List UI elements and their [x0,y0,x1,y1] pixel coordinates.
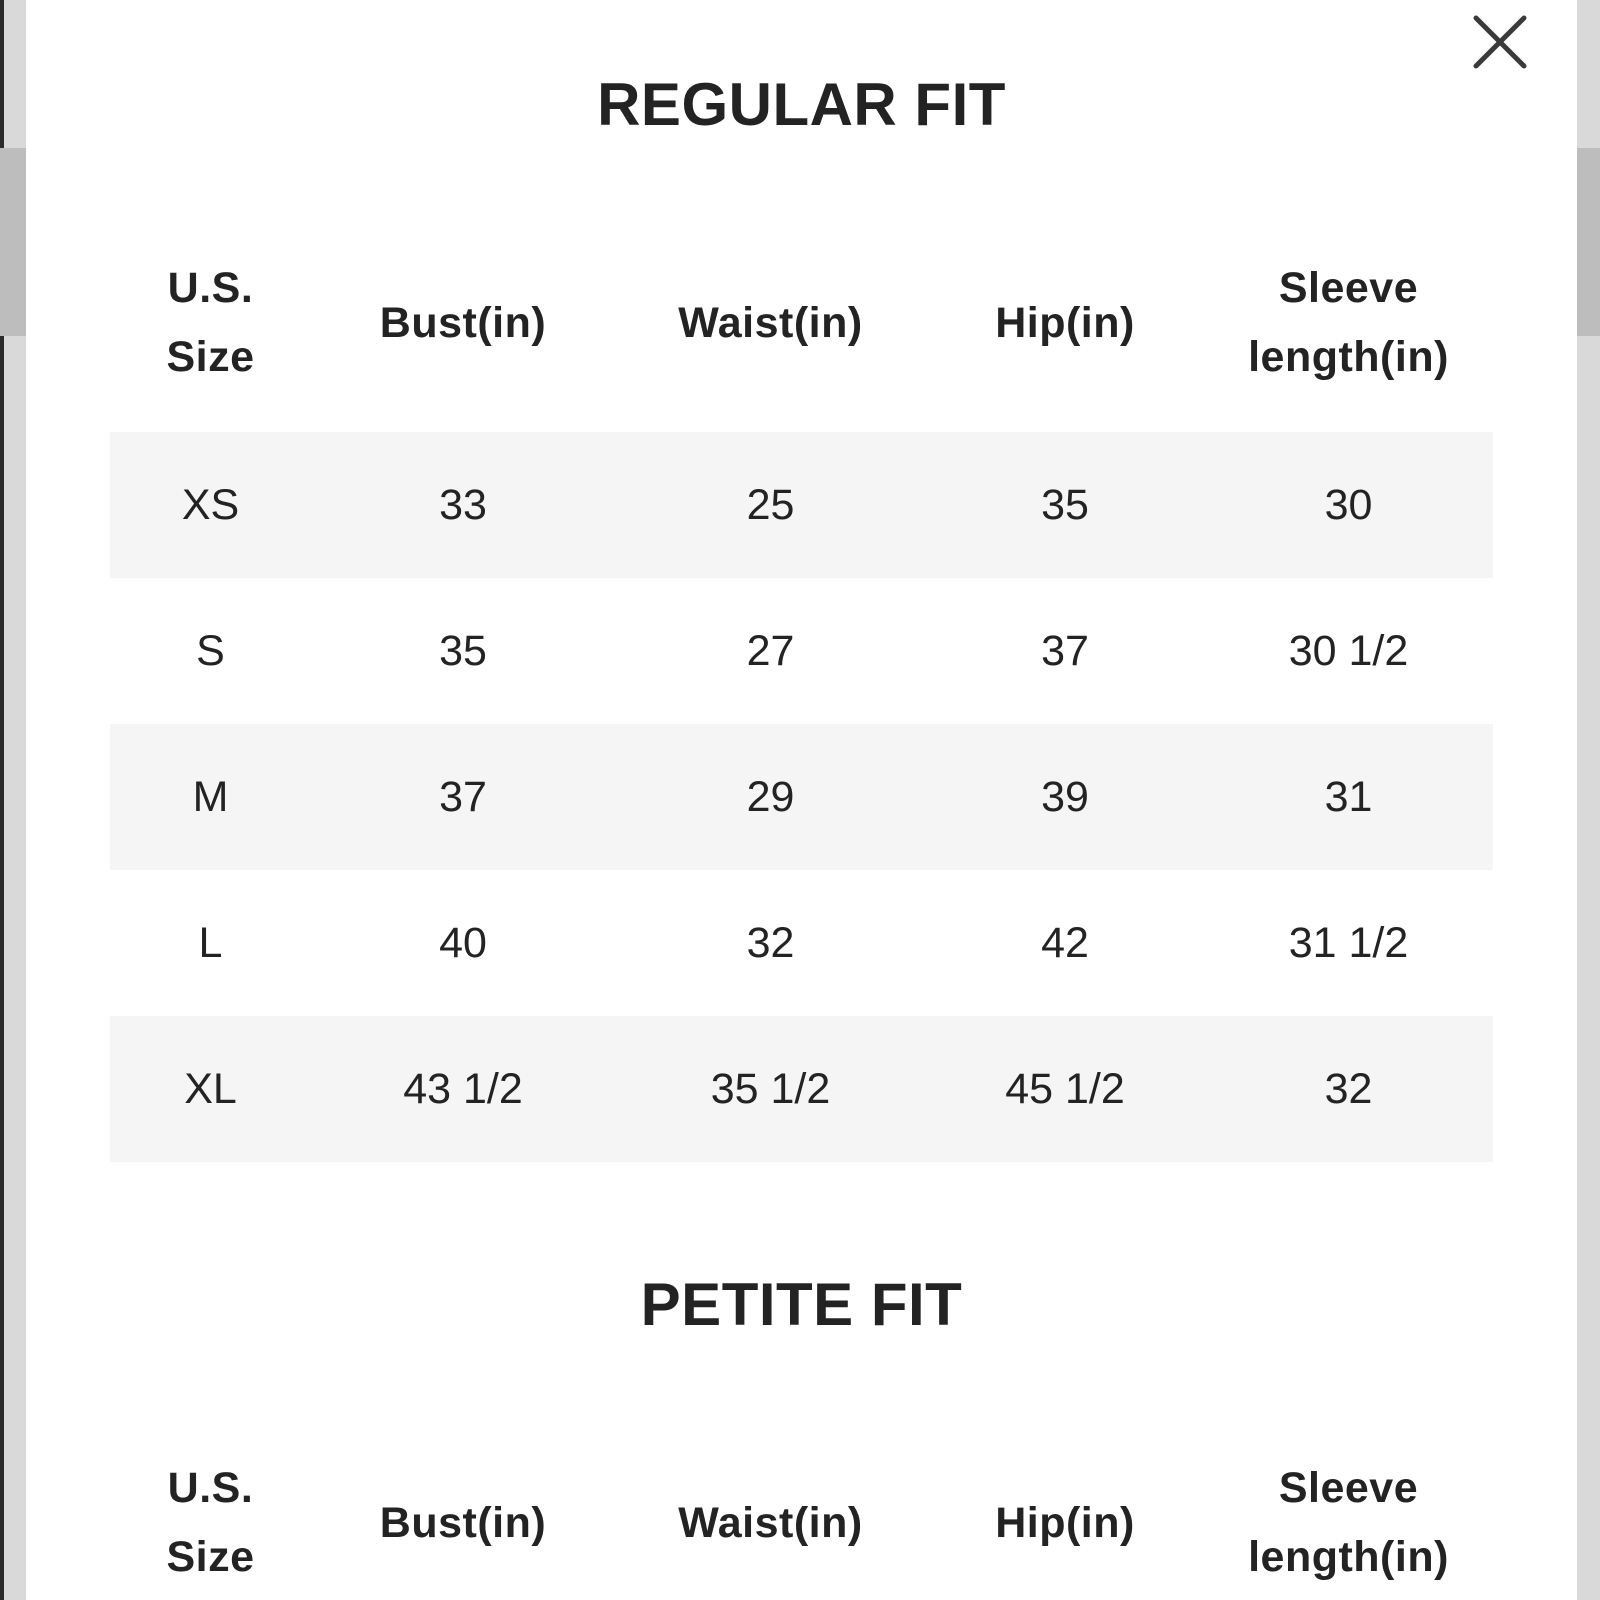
petite-fit-title: PETITE FIT [640,1271,963,1338]
cell-sleeve-length: 30 [1324,480,1373,529]
header-bust: Bust(in) [379,1498,547,1547]
header-size: U.S. Size [166,264,255,381]
cell-waist: 35 1/2 [710,1064,831,1113]
cell-sleeve-length: 31 [1324,772,1373,821]
cell-hip: 39 [1041,772,1089,821]
cell-hip: 37 [1041,626,1089,675]
petite-fit-table [110,1438,1493,1600]
cell-bust: 40 [439,918,487,967]
cell-waist: 32 [746,918,795,967]
cell-bust: 35 [439,626,487,675]
cell-waist: 29 [746,772,795,821]
cell-waist: 27 [746,626,795,675]
cell-bust: 33 [439,480,487,529]
cell-hip: 42 [1041,918,1089,967]
table-row [110,432,1493,578]
petite-fit-header-row [110,1438,1493,1600]
regular-fit-title: REGULAR FIT [597,71,1006,138]
close-button[interactable] [1468,10,1532,74]
cell-size: L [198,918,223,967]
header-waist: Waist(in) [678,1498,863,1547]
regular-fit-table [110,238,1493,1162]
header-sleeve-length: Sleeve length(in) [1248,1464,1449,1581]
size-chart-modal [26,0,1577,1600]
regular-fit-header-row [110,238,1493,408]
header-waist: Waist(in) [678,298,863,347]
table-row [110,724,1493,870]
header-bust: Bust(in) [379,298,547,347]
header-hip: Hip(in) [995,1498,1135,1547]
cell-size: M [192,772,229,821]
table-row [110,1016,1493,1162]
cell-waist: 25 [746,480,795,529]
cell-size: XS [181,480,240,529]
cell-hip: 35 [1041,480,1089,529]
close-x-icon [1468,10,1532,74]
cell-size: XL [184,1064,237,1113]
cell-bust: 37 [439,772,487,821]
table-row [110,870,1493,1016]
header-size: U.S. Size [166,1464,255,1581]
cell-sleeve-length: 32 [1324,1064,1373,1113]
cell-sleeve-length: 31 1/2 [1288,918,1409,967]
cell-bust: 43 1/2 [403,1064,523,1113]
cell-hip: 45 1/2 [1005,1064,1125,1113]
table-row [110,578,1493,724]
backdrop-panel-left [0,148,26,336]
header-hip: Hip(in) [995,298,1135,347]
backdrop-panel-right [1576,148,1600,336]
header-sleeve-length: Sleeve length(in) [1248,264,1449,381]
cell-size: S [196,626,225,675]
cell-sleeve-length: 30 1/2 [1288,626,1409,675]
